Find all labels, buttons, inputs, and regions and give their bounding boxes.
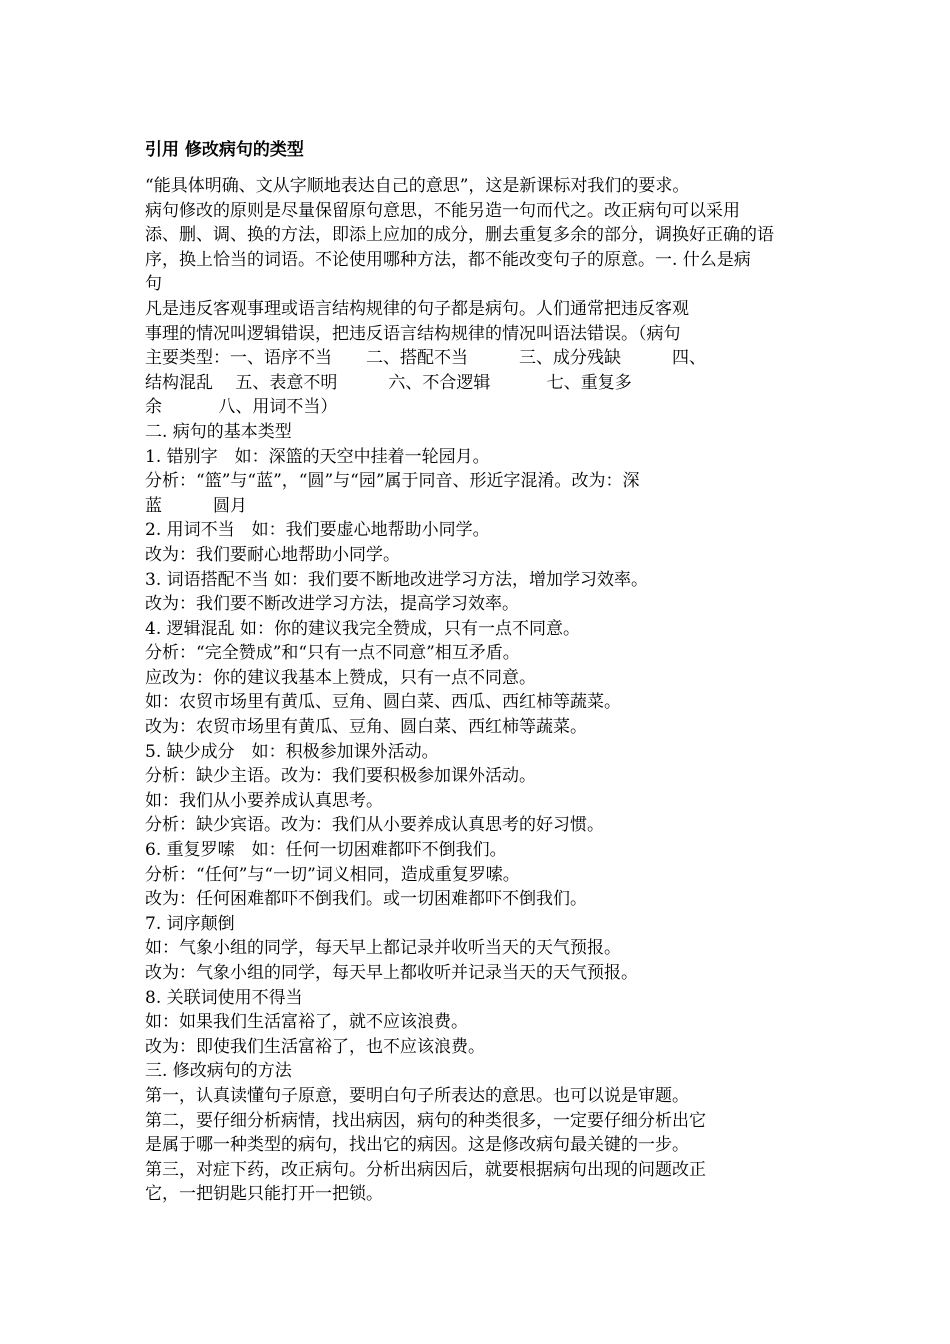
text-line: 改为：我们要不断改进学习方法，提高学习效率。 [145,594,519,615]
text-line: 余 八、用词不当） [145,397,338,418]
text-line: 分析：缺少宾语。改为：我们从小要养成认真思考的好习惯。 [145,815,604,836]
text-line: 主要类型：一、语序不当 二、搭配不当 三、成分残缺 四、 [145,348,706,369]
document-page [145,138,825,1207]
text-line: 结构混乱 五、表意不明 六、不合逻辑 七、重复多 [145,372,632,393]
text-line: 改为：任何困难都吓不倒我们。或一切困难都吓不倒我们。 [145,889,587,910]
text-line: 7. 词序颠倒 [145,913,235,934]
text-line: 第二，要仔细分析病情，找出病因，病句的种类很多，一定要仔细分析出它 [145,1110,706,1131]
text-line: 如：我们从小要养成认真思考。 [145,790,383,811]
text-line: 病句修改的原则是尽量保留原句意思，不能另造一句而代之。改正病句可以采用 [145,200,740,221]
text-line: 第一，认真读懂句子原意，要明白句子所表达的意思。也可以说是审题。 [145,1085,689,1106]
text-line: 改为：气象小组的同学，每天早上都收听并记录当天的天气预报。 [145,963,638,983]
document-title: 引用 修改病句的类型 [145,140,304,160]
text-line: 它，一把钥匙只能打开一把锁。 [145,1184,383,1205]
text-line: 蓝 圆月 [145,495,247,516]
text-line: 1. 错别字 如：深篮的天空中挂着一轮园月。 [145,446,490,467]
text-line: 如：如果我们生活富裕了，就不应该浪费。 [145,1012,468,1033]
text-line: 序，换上恰当的词语。不论使用哪种方法，都不能改变句子的原意。一. 什么是病 [145,249,751,270]
text-line: 改为：农贸市场里有黄瓜、豆角、圆白菜、西红柿等蔬菜。 [145,717,587,738]
text-line: 二. 病句的基本类型 [145,421,292,442]
text-line: 2. 用词不当 如：我们要虚心地帮助小同学。 [145,520,490,541]
text-line: 句 [145,274,162,295]
text-line: 3. 词语搭配不当 如：我们要不断地改进学习方法，增加学习效率。 [145,569,649,590]
text-line: “能具体明确、文从字顺地表达自己的意思”，这是新课标对我们的要求。 [145,176,690,196]
text-line: 8. 关联词使用不得当 [145,987,303,1008]
text-line: 如：气象小组的同学，每天早上都记录并收听当天的天气预报。 [145,938,621,959]
text-line: 6. 重复罗嗦 如：任何一切困难都吓不倒我们。 [145,840,507,861]
text-line: 改为：即使我们生活富裕了，也不应该浪费。 [145,1036,485,1057]
text-line: 第三，对症下药，改正病句。分析出病因后，就要根据病句出现的问题改正 [145,1159,706,1180]
text-line: 4. 逻辑混乱 如：你的建议我完全赞成，只有一点不同意。 [145,618,581,639]
text-line: 应改为：你的建议我基本上赞成，只有一点不同意。 [145,667,536,688]
text-line: 三. 修改病句的方法 [145,1061,292,1082]
text-line: 是属于哪一种类型的病句，找出它的病因。这是修改病句最关键的一步。 [145,1135,689,1156]
text-line: 添、删、调、换的方法，即添上应加的成分，删去重复多余的部分，调换好正确的语 [145,225,774,246]
text-line: 分析：缺少主语。改为：我们要积极参加课外活动。 [145,766,536,787]
document-body [145,174,825,1207]
text-line: 分析：“任何”与“一切”词义相同，造成重复罗嗦。 [145,864,520,885]
text-line: 分析：“篮”与“蓝”，“圆”与“园”属于同音、形近字混淆。改为：深 [145,471,640,492]
text-line: 改为：我们要耐心地帮助小同学。 [145,544,400,565]
text-line: 事理的情况叫逻辑错误，把违反语言结构规律的情况叫语法错误。（病句 [145,323,681,344]
text-line: 分析：“完全赞成”和“只有一点不同意”相互矛盾。 [145,643,520,664]
text-line: 凡是违反客观事理或语言结构规律的句子都是病句。人们通常把违反客观 [145,298,689,319]
text-line: 如：农贸市场里有黄瓜、豆角、圆白菜、西瓜、西红柿等蔬菜。 [145,692,621,713]
text-line: 5. 缺少成分 如：积极参加课外活动。 [145,741,439,762]
